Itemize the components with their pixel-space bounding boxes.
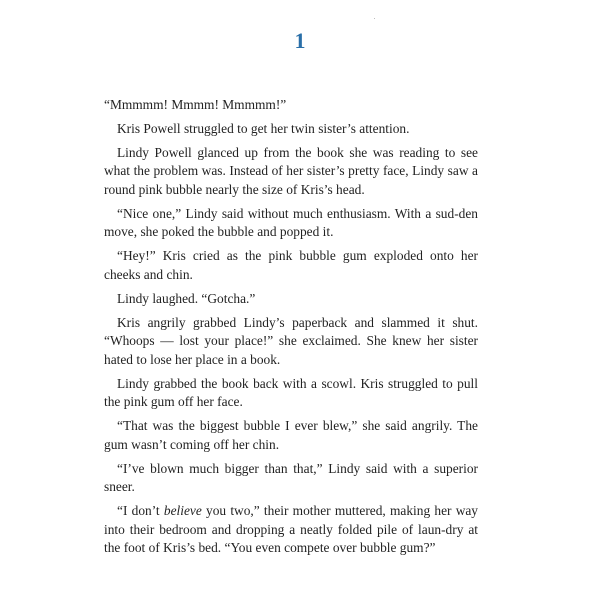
paragraph-11 <box>104 502 478 558</box>
paragraph-11-start: “I don’t <box>117 503 164 519</box>
paragraph-11-end: you two,” their mother muttered, making her way into their bedroom and dropping a neatly folded pile of laun-dry at the foot of Kris’s bed. “You even compete over bubble gum?” <box>104 503 478 556</box>
paragraph-2: Kris Powell struggled to get her twin sister’s attention. <box>117 120 410 136</box>
paragraph-8: Lindy grabbed the book back with a scowl. Kris struggled to pull the pink gum off her face. <box>104 375 478 410</box>
paragraph-4: “Nice one,” Lindy said without much enthusiasm. With a sud-den move, she poked the bubble and popped it. <box>104 205 478 240</box>
chapter-number: 1 <box>294 28 306 53</box>
paragraph-7: Kris angrily grabbed Lindy’s paperback and slammed it shut. “Whoops — lost your place!” she exclaimed. She knew her sister hated to lose her place in a book. <box>104 314 478 367</box>
paragraph-9: “That was the biggest bubble I ever blew,” she said angrily. The gum wasn’t coming off her chin. <box>104 418 478 452</box>
paragraph-3: Lindy Powell glanced up from the book she was reading to see what the problem was. Instead of her sister’s pretty face, Lindy saw a round pink bubble nearly the size of Kris’s head. <box>104 144 478 197</box>
paragraph-5: “Hey!” Kris cried as the pink bubble gum exploded onto her cheeks and chin. <box>104 248 478 282</box>
chapter-body-text <box>104 96 478 563</box>
emphasized-word: believe <box>163 503 202 519</box>
paragraph-1: “Mmmmm! Mmmm! Mmmmm!” <box>104 97 287 112</box>
page-speck <box>374 18 375 19</box>
paragraph-6: Lindy laughed. “Gotcha.” <box>117 290 256 306</box>
paragraph-10: “I’ve blown much bigger than that,” Lindy said with a superior sneer. <box>104 460 478 495</box>
